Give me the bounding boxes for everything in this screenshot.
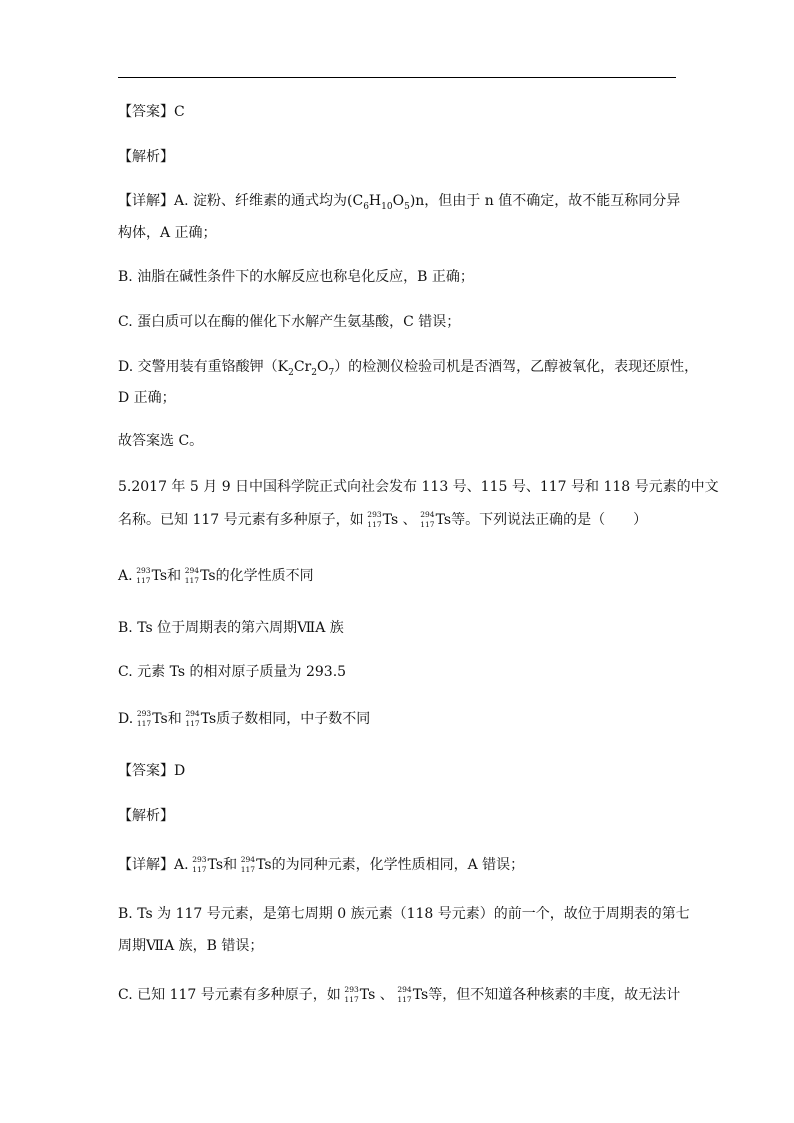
q5-detail-c-line1: C. 已知 117 号元素有多种原子，如 293 117 Ts 、 294 117 Ts等，但不知道各种核素的丰度，故无法计 [118, 985, 681, 1004]
isotope-notation: 293 117 [136, 709, 152, 728]
q4-detail-b: B. 油脂在碱性条件下的水解反应也称皂化反应，B 正确； [118, 269, 474, 285]
isotope-notation: 294 117 [420, 510, 435, 529]
q4-conclusion: 故答案选 C。 [118, 433, 204, 449]
q5-detail-a: 【详解】A. 293 117 Ts和 294 117 Ts的为同种元素，化学性质相同，A 错误； [118, 855, 525, 874]
isotope-notation: 293 117 [136, 566, 151, 585]
q5-option-b: B. Ts 位于周期表的第六周期ⅦA 族 [118, 620, 344, 636]
isotope-notation: 294 117 [240, 855, 256, 874]
q5-answer: 【答案】D [118, 763, 186, 779]
q5-option-c: C. 元素 Ts 的相对原子质量为 293.5 [118, 664, 347, 680]
q4-analysis-heading: 【解析】 [118, 149, 174, 165]
isotope-notation: 294 117 [185, 709, 200, 728]
q5-stem-line2: 名称。已知 117 号元素有多种原子，如 293 117 Ts 、 294 117 Ts等。下列说法正确的是（ ） [118, 510, 648, 529]
q4-detail-d-line1: D. 交警用装有重铬酸钾$(K_2Cr_2O_7)$的检测仪检验司机是否酒驾，乙醇被氧化，表现还原性， [118, 359, 699, 378]
q4-detail-d-line2: D 正确； [118, 390, 176, 406]
isotope-notation: 293 117 [367, 510, 382, 529]
q5-stem-line1: 5.2017 年 5 月 9 日中国科学院正式向社会发布 113 号、115 号、117 号和 118 号元素的中文 [118, 479, 719, 495]
q5-detail-b-line2: 周期ⅦA 族，B 错误； [118, 938, 264, 954]
header-rule [118, 77, 676, 78]
q4-answer: 【答案】C [118, 104, 185, 120]
q4-detail-a-line2: 构体，A 正确； [118, 225, 217, 241]
q5-analysis-heading: 【解析】 [118, 808, 174, 824]
q4-detail-c: C. 蛋白质可以在酶的催化下水解产生氨基酸，C 错误； [118, 314, 461, 330]
q5-option-d: D. 293 117 Ts和 294 117 Ts质子数相同，中子数不同 [118, 709, 371, 728]
isotope-notation: 294 117 [397, 985, 412, 1004]
isotope-notation: 293 117 [344, 985, 359, 1004]
q5-option-a: A. 293 117 Ts和 294 117 Ts的化学性质不同 [118, 566, 314, 585]
isotope-notation: 294 117 [184, 566, 200, 585]
q5-detail-b-line1: B. Ts 为 117 号元素，是第七周期 0 族元素（118 号元素）的前一个，故位于周期表的第七 [118, 906, 690, 922]
q4-detail-a-line1: 【详解】A. 淀粉、纤维素的通式均为$(C_6H_{10}O_5)n$，但由于 n 值不确定，故不能互称同分异 [118, 193, 681, 212]
isotope-notation: 293 117 [192, 855, 207, 874]
